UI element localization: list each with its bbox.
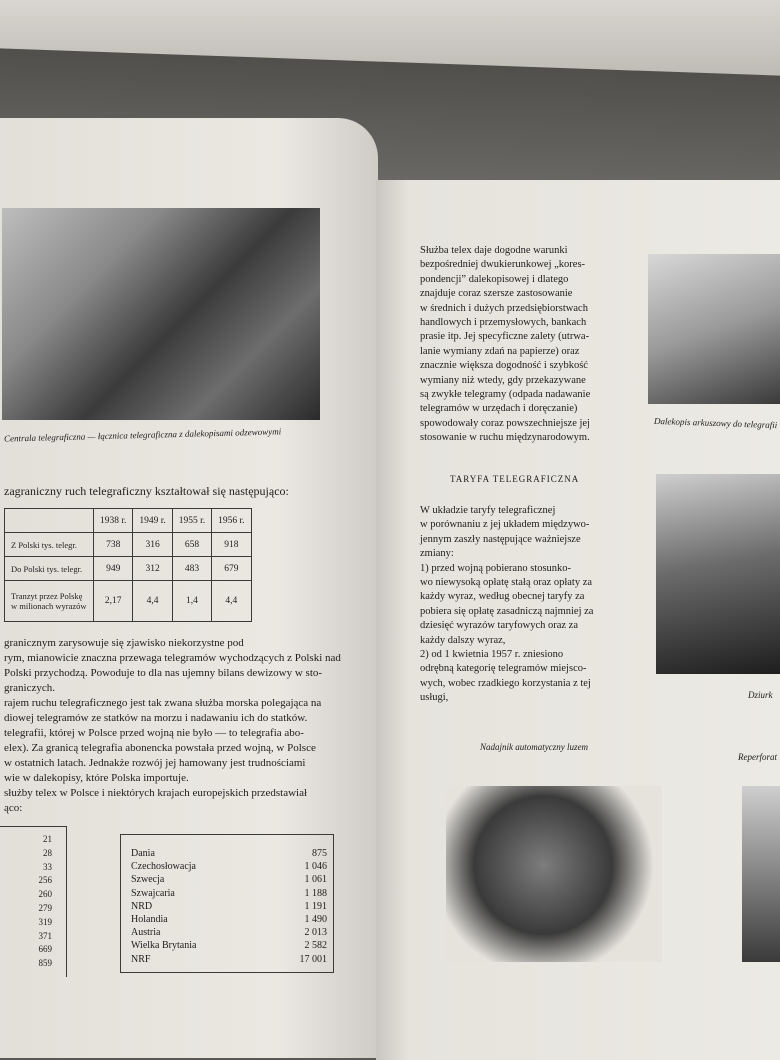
cell: 483 bbox=[172, 557, 211, 581]
text-line: każdy wyraz, według obecnej taryfy za bbox=[420, 591, 585, 603]
text-line: graniczych. bbox=[4, 682, 55, 694]
number: 859 bbox=[38, 958, 52, 969]
text-line: telegramów w urzędach i doręczanie) bbox=[420, 403, 578, 415]
number: 319 bbox=[38, 916, 52, 927]
number: 28 bbox=[43, 847, 52, 858]
number: 371 bbox=[38, 930, 52, 941]
country-name: Austria bbox=[131, 927, 161, 939]
row-label: Do Polski tys. telegr. bbox=[5, 557, 94, 581]
perforator-photo bbox=[656, 474, 780, 674]
text-line: dziesięć wyrazów taryfowych oraz za bbox=[420, 620, 578, 632]
cell: 949 bbox=[94, 557, 133, 581]
number: 279 bbox=[38, 902, 52, 913]
country-name: Wielka Brytania bbox=[131, 940, 197, 952]
text-line: w średnich i dużych przedsiębiorstwach bbox=[420, 302, 588, 314]
text-line: stosowanie w ruchu międzynarodowym. bbox=[420, 432, 590, 444]
row-label: Z Polski tys. telegr. bbox=[5, 533, 94, 557]
country-value: 2 582 bbox=[304, 940, 327, 952]
telex-countries-box bbox=[120, 834, 334, 973]
country-row bbox=[131, 860, 327, 873]
text-line: ąco: bbox=[4, 802, 23, 814]
dziurk-caption: Dziurk bbox=[748, 690, 773, 700]
text-line: odrębną kategorię telegramów miejsco- bbox=[420, 663, 587, 675]
tariff-paragraph bbox=[420, 504, 593, 706]
text-line: wych, wobec rzadkiego korzystania z tej bbox=[420, 677, 591, 689]
country-name: NRF bbox=[131, 953, 151, 965]
telex-paragraph bbox=[420, 244, 590, 446]
left-body-text bbox=[4, 636, 341, 816]
text-line: Polski przychodzą. Powoduje to dla nas ujemny bilans dewizowy w sto- bbox=[4, 667, 323, 679]
nadajnik-caption: Nadajnik automatyczny luzem bbox=[480, 742, 588, 752]
country-row bbox=[131, 873, 327, 886]
number: 21 bbox=[43, 834, 52, 844]
cell: 679 bbox=[212, 557, 251, 581]
country-name: NRD bbox=[131, 900, 153, 912]
text-line: służby telex w Polsce i niektórych krajach europejskich przedstawiał bbox=[4, 787, 308, 799]
text-line: wo niewysoką opłatę stałą oraz opłaty za bbox=[420, 577, 593, 589]
text-line: rajem ruchu telegraficznego jest tak zwana służba morska polegająca na bbox=[4, 697, 322, 709]
text-line: prasie itp. Jej specyficzne zalety (utrwa- bbox=[420, 331, 590, 343]
row-label bbox=[5, 581, 94, 622]
country-value: 17 001 bbox=[299, 953, 327, 965]
text-line: znacznie większa dogodność i szybkość bbox=[420, 360, 588, 372]
text-line: każdy dalszy wyraz, bbox=[420, 634, 506, 646]
country-row bbox=[131, 847, 327, 860]
table-header: 1956 r. bbox=[212, 509, 251, 533]
text-line: Służba telex daje dogodne warunki bbox=[420, 245, 568, 256]
country-name: Szwajcaria bbox=[131, 887, 175, 899]
country-value: 875 bbox=[312, 848, 327, 859]
row-label-line2: w milionach wyrazów bbox=[11, 601, 87, 611]
cell: 918 bbox=[212, 533, 251, 557]
text-line: wie w dalekopisy, które Polska importuje. bbox=[4, 772, 189, 784]
row-label-line1: Tranzyt przez Polskę bbox=[11, 591, 83, 601]
country-row bbox=[131, 900, 327, 913]
number: 260 bbox=[38, 889, 52, 900]
cell: 2,17 bbox=[94, 581, 133, 622]
country-row bbox=[131, 887, 327, 900]
text-line: zmiany: bbox=[420, 548, 454, 560]
text-line: spowodowały coraz powszechniejsze jej bbox=[420, 417, 590, 429]
text-line: w ostatnich latach. Jednakże rozwój jej hamowany jest trudnościami bbox=[4, 757, 306, 769]
text-line: bezpośredniej dwukierunkowej „kores- bbox=[420, 259, 586, 271]
text-line: rym, mianowicie znaczna przewaga telegramów wychodzących z Polski nad bbox=[4, 652, 341, 664]
country-row bbox=[131, 939, 327, 952]
text-line: jennym zaszły następujące ważniejsze bbox=[420, 533, 581, 545]
text-line: granicznym zarysowuje się zjawisko niekorzystne pod bbox=[4, 637, 244, 649]
country-name: Szwecja bbox=[131, 874, 165, 886]
number: 669 bbox=[38, 944, 52, 955]
table-header: 1949 r. bbox=[133, 509, 172, 533]
text-line: handlowych i przemysłowych, bankach bbox=[420, 317, 587, 329]
text-line: telegrafii, której w Polsce przed wojną nie było — to telegrafia abo- bbox=[4, 727, 304, 739]
country-value: 1 490 bbox=[304, 914, 327, 926]
cell: 312 bbox=[133, 557, 172, 581]
number: 256 bbox=[38, 875, 52, 886]
text-line: pobiera się opłatę zasadniczą najmniej za bbox=[420, 605, 594, 617]
text-line: 1) przed wojną pobierano stosunko- bbox=[420, 562, 572, 574]
teleprinter-photo bbox=[648, 254, 780, 404]
cell: 738 bbox=[94, 533, 133, 557]
telegraph-office-photo bbox=[2, 208, 320, 420]
cell: 4,4 bbox=[212, 581, 251, 622]
reperforator-caption: Reperforat bbox=[738, 752, 777, 762]
cell: 1,4 bbox=[172, 581, 211, 622]
text-line: usługi, bbox=[420, 692, 449, 704]
country-row bbox=[131, 926, 327, 939]
country-value: 1 046 bbox=[304, 861, 327, 873]
country-name: Holandia bbox=[131, 914, 168, 926]
reperforator-photo bbox=[742, 786, 780, 962]
text-line: W układzie taryfy telegraficznej bbox=[420, 505, 556, 516]
country-row bbox=[131, 953, 327, 966]
country-value: 1 191 bbox=[304, 900, 327, 912]
text-line: są zwykłe telegramy (odpada nadawanie bbox=[420, 389, 591, 401]
country-value: 1 188 bbox=[304, 887, 327, 899]
section-heading: TARYFA TELEGRAFICZNA bbox=[450, 474, 580, 484]
country-name: Czechosłowacja bbox=[131, 861, 196, 873]
text-line: elex). Za granicą telegrafia abonencka powstała przed wojną, w Polsce bbox=[4, 742, 316, 754]
photo-caption: Centrala telegraficzna — łącznica telegraficzna z dalekopisami odzewowymi bbox=[3, 426, 282, 444]
table-header: 1938 r. bbox=[94, 509, 133, 533]
cell: 4,4 bbox=[133, 581, 172, 622]
automatic-transmitter-photo bbox=[446, 786, 662, 962]
country-row bbox=[131, 913, 327, 926]
text-line: wymiany niż wtedy, gdy przekazywane bbox=[420, 374, 586, 386]
text-line: znajduje coraz szersze zastosowanie bbox=[420, 288, 573, 300]
text-line: w porównaniu z jej układem międzywo- bbox=[420, 519, 590, 531]
table-header: 1955 r. bbox=[172, 509, 211, 533]
intro-line: zagraniczny ruch telegraficzny kształtował się następująco: bbox=[4, 484, 289, 498]
text-line: diowej telegramów ze statków na morzu i nadawaniu ich do statków. bbox=[4, 712, 308, 724]
country-name: Dania bbox=[131, 848, 155, 859]
country-value: 2 013 bbox=[304, 927, 327, 939]
dalekopis-caption: Dalekopis arkuszowy do telegrafii bbox=[653, 415, 778, 431]
telex-numbers-box bbox=[0, 826, 67, 977]
traffic-table bbox=[4, 508, 252, 622]
number: 33 bbox=[43, 861, 52, 872]
cell: 658 bbox=[172, 533, 211, 557]
text-line: pondencji” dalekopisowej i dlatego bbox=[420, 273, 569, 285]
text-line: lanie wymiany zdań na papierze) oraz bbox=[420, 345, 580, 357]
text-line: 2) od 1 kwietnia 1957 r. zniesiono bbox=[420, 649, 564, 661]
cell: 316 bbox=[133, 533, 172, 557]
country-value: 1 061 bbox=[304, 874, 327, 886]
